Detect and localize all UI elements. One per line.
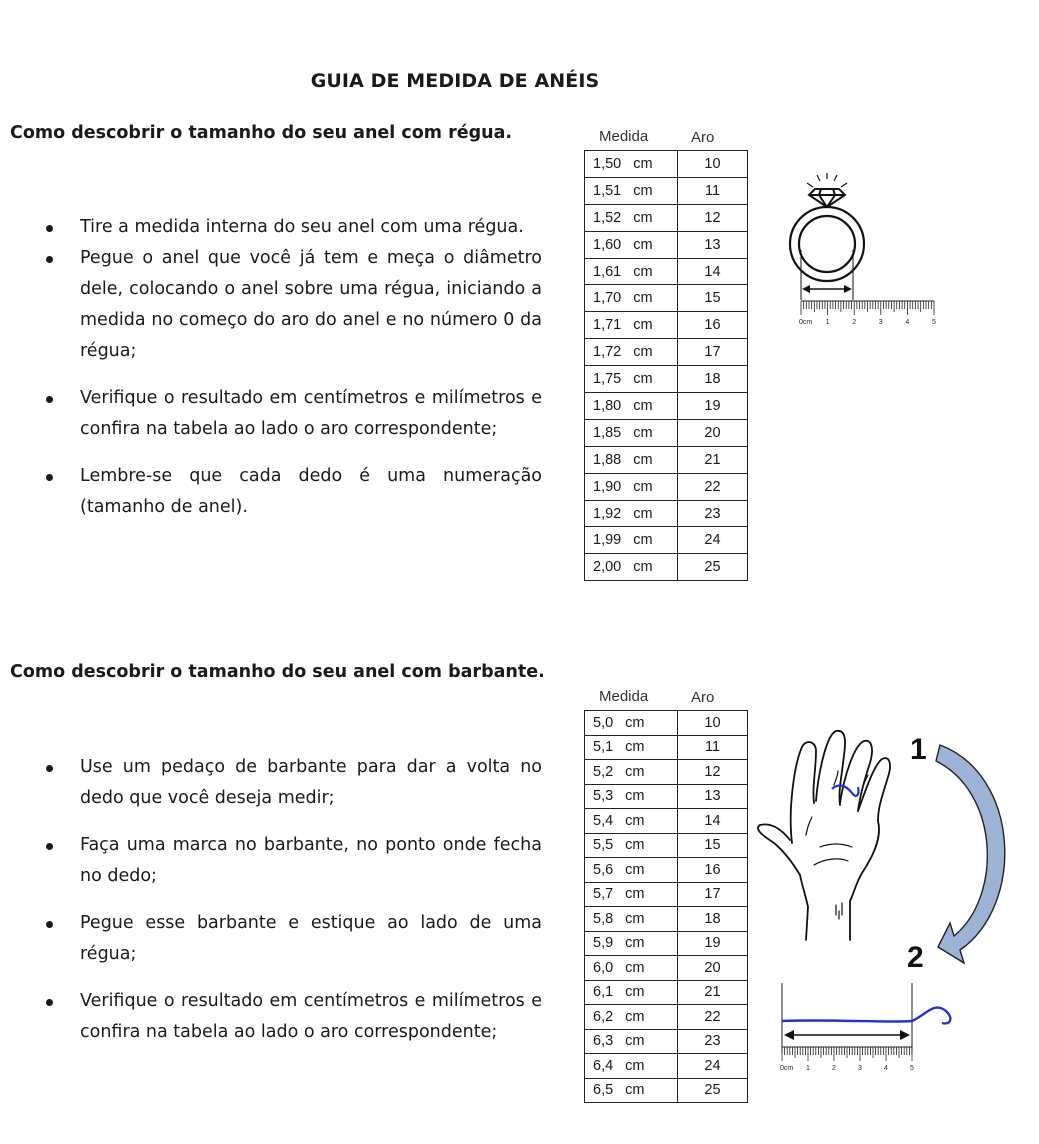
bullet-item: Tire a medida interna do seu anel com uma régua.: [40, 212, 542, 243]
medida-unit: cm: [625, 1057, 645, 1074]
table-row: [585, 554, 748, 581]
ruler-label: 0cm: [799, 319, 813, 326]
hand-icon: [758, 731, 890, 940]
medida-cell: [585, 285, 678, 312]
medida-unit: cm: [625, 714, 645, 731]
medida-value: 1,99: [593, 532, 622, 549]
bullet-item: Lembre-se que cada dedo é uma numeração (tamanho de anel).: [40, 461, 542, 523]
medida-value: 6,1: [593, 984, 614, 1001]
table-row: [585, 204, 748, 231]
medida-unit: cm: [633, 155, 653, 172]
medida-unit: cm: [633, 263, 653, 280]
ruler-label: 2: [832, 1065, 836, 1072]
curved-arrow-icon: [936, 745, 1005, 963]
ruler-icon: [782, 1047, 912, 1061]
bullet-dot-icon: [46, 921, 53, 928]
table-row: [585, 258, 748, 285]
medida-value: 6,2: [593, 1008, 614, 1025]
medida-unit: cm: [625, 837, 645, 854]
table-row: [585, 735, 748, 760]
aro-cell: 11: [678, 177, 748, 204]
hand-string-illustration: [750, 725, 1020, 1090]
aro-cell: 19: [678, 931, 748, 956]
table-row: [585, 1078, 748, 1103]
aro-cell: 20: [678, 419, 748, 446]
table-row: [585, 931, 748, 956]
table-row: [585, 858, 748, 883]
ruler-label: 3: [858, 1065, 862, 1072]
aro-cell: 24: [678, 527, 748, 554]
medida-cell: [585, 711, 678, 736]
medida-value: 1,61: [593, 263, 622, 280]
medida-value: 6,5: [593, 1082, 614, 1099]
aro-cell: 14: [678, 809, 748, 834]
aro-cell: 12: [678, 760, 748, 785]
medida-value: 1,90: [593, 478, 622, 495]
medida-value: 1,72: [593, 344, 622, 361]
table-row: [585, 1029, 748, 1054]
medida-value: 1,70: [593, 290, 622, 307]
medida-value: 6,3: [593, 1033, 614, 1050]
table-row: [585, 339, 748, 366]
aro-cell: 14: [678, 258, 748, 285]
medida-unit: cm: [633, 317, 653, 334]
medida-unit: cm: [625, 984, 645, 1001]
medida-unit: cm: [625, 739, 645, 756]
ring-size-table-barbante: [584, 710, 748, 1103]
ruler-label: 5: [932, 319, 936, 326]
ruler-label: 0cm: [780, 1065, 794, 1072]
string-measure-icon: [782, 983, 950, 1053]
table-row: [585, 151, 748, 178]
medida-value: 1,80: [593, 397, 622, 414]
diamond-icon: [807, 173, 847, 207]
medida-cell: [585, 1029, 678, 1054]
medida-value: 5,5: [593, 837, 614, 854]
table-row: [585, 1054, 748, 1079]
medida-value: 1,75: [593, 371, 622, 388]
medida-cell: [585, 882, 678, 907]
medida-unit: cm: [633, 505, 653, 522]
bullet-dot-icon: [46, 765, 53, 772]
table-row: [585, 956, 748, 981]
bullet-item: Pegue o anel que você já tem e meça o diâmetro dele, colocando o anel sobre uma régua, iniciando a medida no começo do aro do anel e no número 0 da régua;: [40, 243, 542, 367]
medida-value: 6,4: [593, 1057, 614, 1074]
bullet-dot-icon: [46, 396, 53, 403]
bullet-list-regua: [40, 212, 542, 523]
medida-unit: cm: [625, 812, 645, 829]
medida-unit: cm: [633, 397, 653, 414]
bullet-dot-icon: [46, 256, 53, 263]
medida-value: 5,6: [593, 861, 614, 878]
medida-value: 1,92: [593, 505, 622, 522]
bullet-item: Verifique o resultado em centímetros e milímetros e confira na tabela ao lado o aro correspondente;: [40, 986, 542, 1048]
ruler-label: 1: [806, 1065, 810, 1072]
medida-cell: [585, 956, 678, 981]
aro-cell: 15: [678, 285, 748, 312]
medida-unit: cm: [625, 1082, 645, 1099]
medida-unit: cm: [625, 788, 645, 805]
medida-cell: [585, 527, 678, 554]
table-row: [585, 809, 748, 834]
medida-cell: [585, 204, 678, 231]
table-row: [585, 285, 748, 312]
ruler-label: 4: [905, 319, 910, 326]
aro-cell: 23: [678, 1029, 748, 1054]
aro-cell: 13: [678, 784, 748, 809]
table-row: [585, 882, 748, 907]
medida-cell: [585, 833, 678, 858]
table-row: [585, 366, 748, 393]
medida-cell: [585, 419, 678, 446]
medida-unit: cm: [633, 532, 653, 549]
aro-cell: 16: [678, 858, 748, 883]
bullet-list-barbante: [40, 752, 542, 1048]
medida-cell: [585, 809, 678, 834]
ruler-label: 4: [884, 1065, 888, 1072]
medida-cell: [585, 312, 678, 339]
table-row: [585, 784, 748, 809]
medida-unit: cm: [625, 1008, 645, 1025]
medida-value: 5,8: [593, 910, 614, 927]
ring-ruler-illustration: [785, 165, 945, 340]
medida-cell: [585, 1078, 678, 1103]
table-header-aro: Aro: [691, 129, 715, 146]
string-on-finger-icon: [832, 786, 859, 796]
medida-value: 1,71: [593, 317, 622, 334]
aro-cell: 12: [678, 204, 748, 231]
medida-value: 2,00: [593, 559, 622, 576]
medida-cell: [585, 473, 678, 500]
medida-unit: cm: [633, 290, 653, 307]
aro-cell: 25: [678, 554, 748, 581]
table-row: [585, 907, 748, 932]
aro-cell: 15: [678, 833, 748, 858]
medida-value: 1,88: [593, 451, 622, 468]
medida-unit: cm: [625, 886, 645, 903]
aro-cell: 17: [678, 339, 748, 366]
table-row: [585, 446, 748, 473]
medida-value: 1,60: [593, 236, 622, 253]
medida-unit: cm: [625, 959, 645, 976]
table-row: [585, 980, 748, 1005]
table-row: [585, 833, 748, 858]
aro-cell: 23: [678, 500, 748, 527]
medida-value: 1,50: [593, 155, 622, 172]
table-row: [585, 760, 748, 785]
bullet-item: Pegue esse barbante e estique ao lado de uma régua;: [40, 908, 542, 970]
medida-cell: [585, 760, 678, 785]
aro-cell: 25: [678, 1078, 748, 1103]
bullet-dot-icon: [46, 843, 53, 850]
medida-unit: cm: [625, 763, 645, 780]
bullet-item: Verifique o resultado em centímetros e milímetros e confira na tabela ao lado o aro correspondente;: [40, 383, 542, 445]
medida-unit: cm: [633, 182, 653, 199]
medida-cell: [585, 907, 678, 932]
page-title: GUIA DE MEDIDA DE ANÉIS: [310, 70, 600, 92]
aro-cell: 18: [678, 366, 748, 393]
medida-cell: [585, 500, 678, 527]
aro-cell: 19: [678, 393, 748, 420]
medida-unit: cm: [625, 910, 645, 927]
table-row: [585, 473, 748, 500]
medida-value: 5,1: [593, 739, 614, 756]
medida-cell: [585, 858, 678, 883]
medida-value: 5,9: [593, 935, 614, 952]
medida-cell: [585, 393, 678, 420]
medida-unit: cm: [625, 935, 645, 952]
medida-value: 5,0: [593, 714, 614, 731]
aro-cell: 11: [678, 735, 748, 760]
bullet-item: Use um pedaço de barbante para dar a volta no dedo que você deseja medir;: [40, 752, 542, 814]
table-header-aro: Aro: [691, 689, 715, 706]
table-header-medida: Medida: [599, 128, 649, 145]
medida-cell: [585, 980, 678, 1005]
medida-cell: [585, 177, 678, 204]
ring-size-table-regua: [584, 150, 748, 581]
medida-value: 5,7: [593, 886, 614, 903]
medida-cell: [585, 931, 678, 956]
medida-value: 1,85: [593, 424, 622, 441]
medida-cell: [585, 339, 678, 366]
medida-cell: [585, 258, 678, 285]
medida-unit: cm: [633, 344, 653, 361]
table-row: [585, 527, 748, 554]
aro-cell: 22: [678, 1005, 748, 1030]
table-row: [585, 1005, 748, 1030]
medida-value: 5,4: [593, 812, 614, 829]
table-row: [585, 419, 748, 446]
aro-cell: 18: [678, 907, 748, 932]
bullet-dot-icon: [46, 474, 53, 481]
ruler-icon: [801, 301, 934, 315]
ruler-label: 3: [878, 319, 883, 326]
medida-cell: [585, 735, 678, 760]
medida-value: 5,3: [593, 788, 614, 805]
aro-cell: 17: [678, 882, 748, 907]
medida-cell: [585, 446, 678, 473]
medida-unit: cm: [633, 236, 653, 253]
section-heading-regua: Como descobrir o tamanho do seu anel com régua.: [10, 123, 513, 143]
medida-unit: cm: [625, 861, 645, 878]
step-label-1: 1: [910, 733, 927, 766]
table-row: [585, 393, 748, 420]
table-row: [585, 231, 748, 258]
medida-unit: cm: [633, 209, 653, 226]
medida-cell: [585, 1005, 678, 1030]
table-row: [585, 312, 748, 339]
aro-cell: 21: [678, 980, 748, 1005]
aro-cell: 21: [678, 446, 748, 473]
aro-cell: 10: [678, 151, 748, 178]
medida-cell: [585, 554, 678, 581]
aro-cell: 10: [678, 711, 748, 736]
medida-value: 1,52: [593, 209, 622, 226]
aro-cell: 24: [678, 1054, 748, 1079]
medida-value: 1,51: [593, 182, 622, 199]
medida-cell: [585, 784, 678, 809]
medida-cell: [585, 231, 678, 258]
ruler-label: 2: [852, 319, 857, 326]
medida-unit: cm: [625, 1033, 645, 1050]
medida-unit: cm: [633, 451, 653, 468]
medida-unit: cm: [633, 371, 653, 388]
ruler-label: 1: [825, 319, 830, 326]
step-label-2: 2: [907, 941, 924, 974]
medida-cell: [585, 366, 678, 393]
aro-cell: 20: [678, 956, 748, 981]
medida-value: 5,2: [593, 763, 614, 780]
table-row: [585, 177, 748, 204]
bullet-dot-icon: [46, 225, 53, 232]
table-row: [585, 711, 748, 736]
medida-unit: cm: [633, 559, 653, 576]
medida-value: 6,0: [593, 959, 614, 976]
aro-cell: 22: [678, 473, 748, 500]
table-header-medida: Medida: [599, 688, 649, 705]
medida-cell: [585, 151, 678, 178]
medida-unit: cm: [633, 478, 653, 495]
bullet-item: Faça uma marca no barbante, no ponto onde fecha no dedo;: [40, 830, 542, 892]
section-heading-barbante: Como descobrir o tamanho do seu anel com barbante.: [10, 662, 545, 682]
aro-cell: 13: [678, 231, 748, 258]
ruler-label: 5: [910, 1065, 914, 1072]
table-row: [585, 500, 748, 527]
bullet-dot-icon: [46, 999, 53, 1006]
medida-cell: [585, 1054, 678, 1079]
aro-cell: 16: [678, 312, 748, 339]
medida-unit: cm: [633, 424, 653, 441]
